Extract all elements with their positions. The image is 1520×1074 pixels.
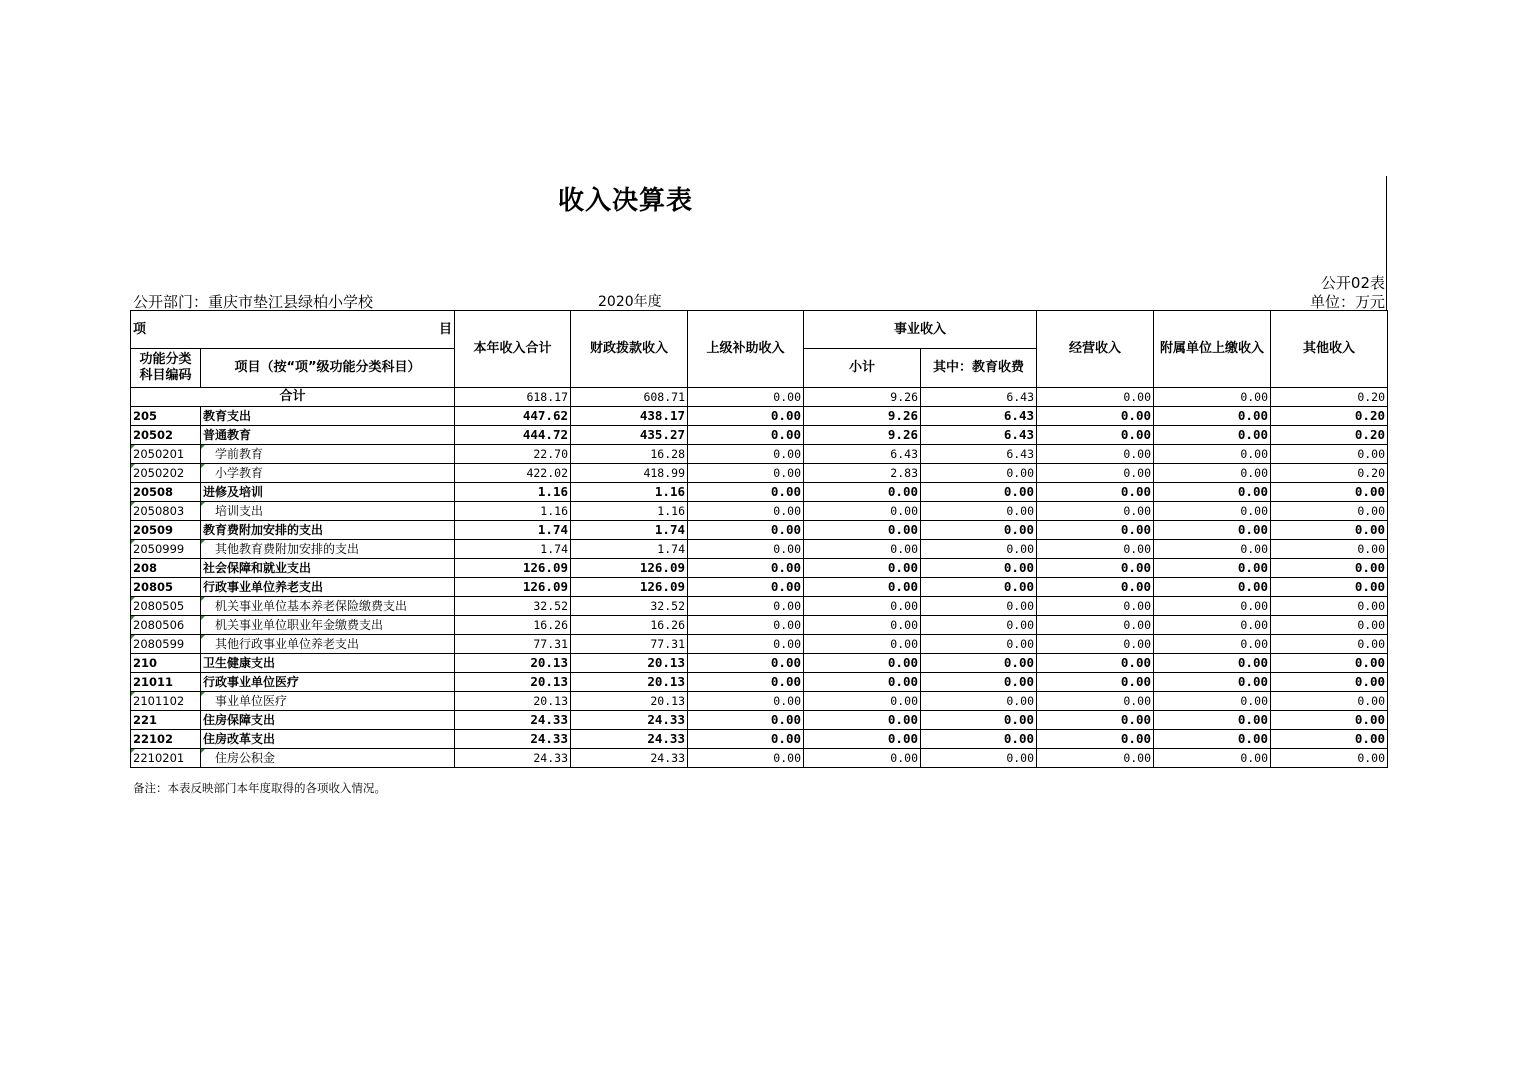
row-value: 24.33 — [455, 730, 571, 749]
table-row — [131, 597, 1388, 616]
row-code: 208 — [131, 559, 201, 578]
row-value: 0.00 — [1271, 654, 1388, 673]
row-value: 6.43 — [921, 445, 1037, 464]
row-value: 24.33 — [455, 749, 571, 768]
header-fiscal: 财政拨款收入 — [571, 311, 688, 388]
header-total: 本年收入合计 — [455, 311, 571, 388]
row-value: 6.43 — [921, 426, 1037, 445]
row-name: 机关事业单位基本养老保险缴费支出 — [201, 597, 455, 616]
row-value: 0.00 — [1037, 464, 1154, 483]
total-label: 合计 — [131, 388, 455, 407]
row-name: 卫生健康支出 — [201, 654, 455, 673]
row-value: 20.13 — [571, 654, 688, 673]
row-value: 1.16 — [571, 483, 688, 502]
row-code: 210 — [131, 654, 201, 673]
row-value: 0.00 — [1037, 654, 1154, 673]
header-business: 事业收入 — [804, 311, 1037, 349]
row-name: 小学教育 — [201, 464, 455, 483]
row-value: 0.00 — [1037, 483, 1154, 502]
row-value: 0.00 — [1271, 540, 1388, 559]
row-value: 0.00 — [688, 502, 804, 521]
row-value: 0.00 — [1037, 673, 1154, 692]
row-value: 0.00 — [1037, 426, 1154, 445]
row-code: 2101102 — [131, 692, 201, 711]
row-value: 0.00 — [921, 597, 1037, 616]
row-value: 0.00 — [688, 483, 804, 502]
row-value: 1.74 — [571, 540, 688, 559]
row-value: 0.00 — [1154, 578, 1271, 597]
row-value: 0.00 — [1037, 616, 1154, 635]
row-value: 438.17 — [571, 407, 688, 426]
total-cell: 0.00 — [688, 388, 804, 407]
row-value: 0.00 — [1037, 540, 1154, 559]
total-cell: 6.43 — [921, 388, 1037, 407]
row-value: 0.00 — [688, 578, 804, 597]
table-row — [131, 521, 1388, 540]
department-label: 公开部门：重庆市垫江县绿柏小学校 — [133, 293, 374, 311]
row-value: 0.00 — [1037, 578, 1154, 597]
row-value: 0.00 — [1154, 445, 1271, 464]
row-value: 0.00 — [1154, 559, 1271, 578]
row-value: 418.99 — [571, 464, 688, 483]
header-func-code: 功能分类科目编码 — [131, 349, 201, 388]
footnote: 备注：本表反映部门本年度取得的各项收入情况。 — [133, 781, 386, 795]
header-affiliated: 附属单位上缴收入 — [1154, 311, 1271, 388]
row-value: 0.00 — [921, 464, 1037, 483]
row-name: 机关事业单位职业年金缴费支出 — [201, 616, 455, 635]
row-value: 0.00 — [921, 483, 1037, 502]
table-row — [131, 426, 1388, 445]
row-code: 221 — [131, 711, 201, 730]
total-cell: 608.71 — [571, 388, 688, 407]
row-code: 20508 — [131, 483, 201, 502]
row-value: 126.09 — [455, 559, 571, 578]
row-name: 住房改革支出 — [201, 730, 455, 749]
row-value: 0.00 — [688, 692, 804, 711]
row-name: 教育费附加安排的支出 — [201, 521, 455, 540]
row-value: 0.00 — [1271, 730, 1388, 749]
row-value: 0.00 — [1037, 635, 1154, 654]
row-value: 2.83 — [804, 464, 921, 483]
row-code: 2050201 — [131, 445, 201, 464]
row-value: 0.00 — [804, 635, 921, 654]
row-value: 0.00 — [804, 711, 921, 730]
table-row — [131, 540, 1388, 559]
row-value: 0.00 — [1271, 711, 1388, 730]
row-value: 0.00 — [688, 445, 804, 464]
row-value: 0.00 — [1154, 692, 1271, 711]
row-value: 0.00 — [804, 654, 921, 673]
table-body — [131, 388, 1388, 768]
row-name: 事业单位医疗 — [201, 692, 455, 711]
row-code: 20509 — [131, 521, 201, 540]
row-value: 20.13 — [455, 673, 571, 692]
row-value: 20.13 — [571, 673, 688, 692]
row-value: 0.00 — [921, 711, 1037, 730]
row-value: 0.00 — [688, 635, 804, 654]
row-value: 0.00 — [1037, 407, 1154, 426]
row-code: 205 — [131, 407, 201, 426]
total-cell: 618.17 — [455, 388, 571, 407]
row-value: 447.62 — [455, 407, 571, 426]
row-value: 6.43 — [921, 407, 1037, 426]
row-name: 住房保障支出 — [201, 711, 455, 730]
table-row — [131, 616, 1388, 635]
row-value: 126.09 — [455, 578, 571, 597]
row-value: 0.00 — [1154, 502, 1271, 521]
row-value: 0.00 — [688, 559, 804, 578]
row-value: 0.00 — [1271, 692, 1388, 711]
table-row — [131, 673, 1388, 692]
header-item: 项目（按“项”级功能分类科目） — [201, 349, 455, 388]
row-value: 0.00 — [1154, 464, 1271, 483]
row-value: 20.13 — [571, 692, 688, 711]
row-code: 20502 — [131, 426, 201, 445]
header-operating: 经营收入 — [1037, 311, 1154, 388]
row-value: 0.00 — [804, 749, 921, 768]
row-value: 0.00 — [1037, 597, 1154, 616]
row-value: 435.27 — [571, 426, 688, 445]
row-value: 0.00 — [1271, 578, 1388, 597]
row-value: 0.00 — [1154, 711, 1271, 730]
row-value: 6.43 — [804, 445, 921, 464]
header-mu: 目 — [438, 322, 452, 337]
header-superior: 上级补助收入 — [688, 311, 804, 388]
row-value: 0.00 — [1271, 635, 1388, 654]
table-row — [131, 730, 1388, 749]
row-value: 0.00 — [804, 578, 921, 597]
row-value: 22.70 — [455, 445, 571, 464]
row-value: 0.00 — [1037, 692, 1154, 711]
row-value: 0.00 — [1154, 730, 1271, 749]
table-row — [131, 407, 1388, 426]
row-value: 1.16 — [455, 483, 571, 502]
row-value: 0.00 — [804, 540, 921, 559]
row-value: 0.00 — [804, 521, 921, 540]
income-table — [130, 310, 1388, 768]
row-value: 0.00 — [1037, 445, 1154, 464]
header-xiang: 项 — [133, 322, 147, 337]
row-code: 2080506 — [131, 616, 201, 635]
row-value: 0.20 — [1271, 464, 1388, 483]
row-value: 0.00 — [1271, 502, 1388, 521]
row-value: 0.00 — [804, 692, 921, 711]
table-row — [131, 559, 1388, 578]
row-value: 0.00 — [804, 502, 921, 521]
row-value: 0.00 — [1271, 559, 1388, 578]
row-name: 社会保障和就业支出 — [201, 559, 455, 578]
row-value: 77.31 — [571, 635, 688, 654]
row-value: 0.00 — [1271, 445, 1388, 464]
row-value: 0.00 — [1037, 749, 1154, 768]
row-value: 0.00 — [804, 597, 921, 616]
total-cell: 0.00 — [1037, 388, 1154, 407]
row-value: 0.00 — [688, 673, 804, 692]
row-value: 422.02 — [455, 464, 571, 483]
row-value: 0.00 — [1154, 521, 1271, 540]
row-value: 0.00 — [1154, 654, 1271, 673]
table-row — [131, 445, 1388, 464]
row-value: 0.20 — [1271, 426, 1388, 445]
header-edu-fee: 其中：教育收费 — [921, 349, 1037, 388]
row-value: 0.00 — [1154, 749, 1271, 768]
row-code: 22102 — [131, 730, 201, 749]
row-value: 0.00 — [1154, 616, 1271, 635]
row-value: 24.33 — [571, 730, 688, 749]
table-row — [131, 692, 1388, 711]
total-row — [131, 388, 1388, 407]
year-label: 2020年度 — [598, 294, 662, 310]
row-value: 0.00 — [1154, 407, 1271, 426]
row-name: 培训支出 — [201, 502, 455, 521]
row-value: 0.20 — [1271, 407, 1388, 426]
row-value: 20.13 — [455, 692, 571, 711]
row-value: 24.33 — [571, 711, 688, 730]
table-row — [131, 502, 1388, 521]
row-value: 16.28 — [571, 445, 688, 464]
row-value: 0.00 — [688, 464, 804, 483]
row-name: 住房公积金 — [201, 749, 455, 768]
row-value: 0.00 — [688, 616, 804, 635]
row-value: 0.00 — [688, 407, 804, 426]
row-name: 学前教育 — [201, 445, 455, 464]
row-value: 0.00 — [921, 502, 1037, 521]
header-item-label — [131, 311, 455, 349]
row-value: 0.00 — [921, 559, 1037, 578]
row-value: 0.00 — [921, 749, 1037, 768]
row-name: 进修及培训 — [201, 483, 455, 502]
table-row — [131, 483, 1388, 502]
row-name: 行政事业单位医疗 — [201, 673, 455, 692]
row-value: 1.16 — [455, 502, 571, 521]
row-name: 其他行政事业单位养老支出 — [201, 635, 455, 654]
row-value: 0.00 — [1271, 616, 1388, 635]
row-value: 0.00 — [1271, 521, 1388, 540]
row-name: 行政事业单位养老支出 — [201, 578, 455, 597]
header-other: 其他收入 — [1271, 311, 1388, 388]
row-value: 0.00 — [921, 654, 1037, 673]
row-value: 0.00 — [688, 749, 804, 768]
row-value: 0.00 — [804, 673, 921, 692]
row-value: 0.00 — [921, 616, 1037, 635]
row-value: 32.52 — [455, 597, 571, 616]
row-code: 2050202 — [131, 464, 201, 483]
row-value: 9.26 — [804, 426, 921, 445]
row-code: 21011 — [131, 673, 201, 692]
row-value: 0.00 — [1037, 559, 1154, 578]
row-value: 0.00 — [921, 673, 1037, 692]
row-value: 0.00 — [1154, 635, 1271, 654]
row-value: 0.00 — [1154, 597, 1271, 616]
row-name: 教育支出 — [201, 407, 455, 426]
row-code: 20805 — [131, 578, 201, 597]
row-value: 0.00 — [688, 730, 804, 749]
row-value: 16.26 — [571, 616, 688, 635]
row-value: 0.00 — [688, 426, 804, 445]
row-value: 24.33 — [455, 711, 571, 730]
row-value: 444.72 — [455, 426, 571, 445]
total-cell: 0.00 — [1154, 388, 1271, 407]
table-row — [131, 749, 1388, 768]
row-value: 0.00 — [1154, 673, 1271, 692]
row-value: 0.00 — [921, 730, 1037, 749]
row-value: 0.00 — [1154, 426, 1271, 445]
row-value: 0.00 — [688, 540, 804, 559]
row-value: 0.00 — [804, 730, 921, 749]
row-value: 0.00 — [804, 559, 921, 578]
row-value: 0.00 — [1154, 483, 1271, 502]
row-value: 0.00 — [688, 597, 804, 616]
row-value: 0.00 — [1154, 540, 1271, 559]
row-value: 0.00 — [804, 483, 921, 502]
page-title: 收入决算表 — [558, 186, 694, 216]
unit-label: 单位：万元 — [1309, 293, 1385, 311]
row-value: 9.26 — [804, 407, 921, 426]
row-value: 16.26 — [455, 616, 571, 635]
header-subtotal: 小计 — [804, 349, 921, 388]
table-row — [131, 711, 1388, 730]
table-number: 公开02表 — [1320, 274, 1385, 292]
row-value: 0.00 — [804, 616, 921, 635]
total-cell: 0.20 — [1271, 388, 1388, 407]
row-value: 24.33 — [571, 749, 688, 768]
row-value: 0.00 — [921, 540, 1037, 559]
table-row — [131, 635, 1388, 654]
row-value: 0.00 — [1271, 673, 1388, 692]
row-value: 0.00 — [921, 578, 1037, 597]
table-row — [131, 464, 1388, 483]
row-code: 2050999 — [131, 540, 201, 559]
row-value: 20.13 — [455, 654, 571, 673]
row-value: 0.00 — [921, 521, 1037, 540]
row-name: 其他教育费附加安排的支出 — [201, 540, 455, 559]
row-value: 0.00 — [688, 654, 804, 673]
row-code: 2210201 — [131, 749, 201, 768]
row-value: 0.00 — [688, 521, 804, 540]
row-value: 77.31 — [455, 635, 571, 654]
row-value: 0.00 — [1271, 597, 1388, 616]
divider — [1386, 176, 1387, 310]
row-code: 2050803 — [131, 502, 201, 521]
row-value: 126.09 — [571, 559, 688, 578]
row-value: 1.16 — [571, 502, 688, 521]
row-value: 0.00 — [1037, 521, 1154, 540]
row-value: 0.00 — [1271, 483, 1388, 502]
table-row — [131, 578, 1388, 597]
row-value: 1.74 — [455, 540, 571, 559]
row-value: 0.00 — [688, 711, 804, 730]
row-value: 0.00 — [1037, 730, 1154, 749]
row-value: 0.00 — [921, 692, 1037, 711]
total-cell: 9.26 — [804, 388, 921, 407]
row-name: 普通教育 — [201, 426, 455, 445]
row-value: 0.00 — [1037, 502, 1154, 521]
row-value: 0.00 — [1271, 749, 1388, 768]
row-value: 1.74 — [571, 521, 688, 540]
row-value: 32.52 — [571, 597, 688, 616]
table-row — [131, 654, 1388, 673]
row-value: 1.74 — [455, 521, 571, 540]
row-code: 2080505 — [131, 597, 201, 616]
row-value: 126.09 — [571, 578, 688, 597]
row-value: 0.00 — [1037, 711, 1154, 730]
row-value: 0.00 — [921, 635, 1037, 654]
row-code: 2080599 — [131, 635, 201, 654]
